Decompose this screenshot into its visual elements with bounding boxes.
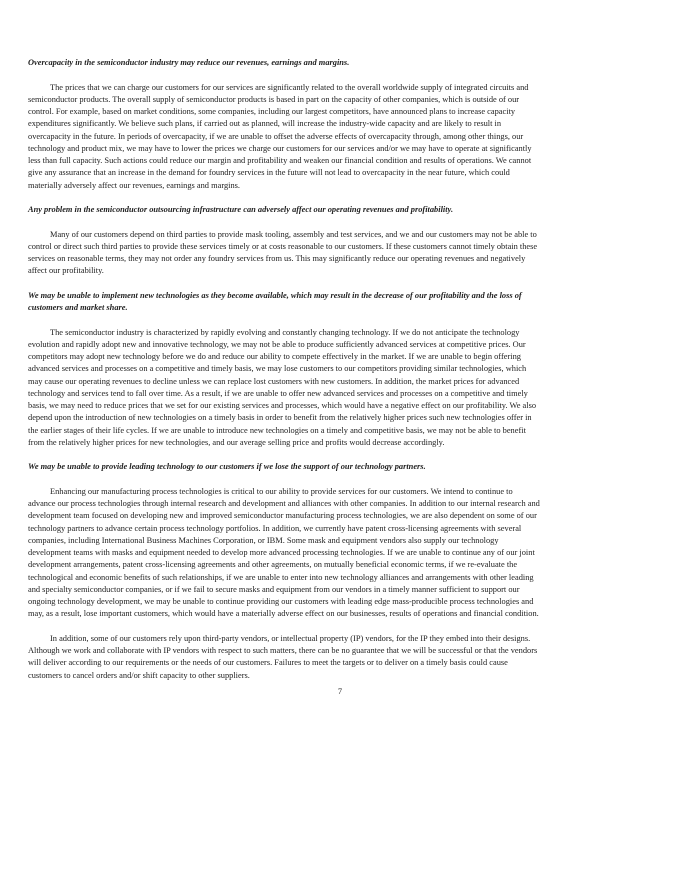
- text-line: affect our profitability.: [28, 266, 104, 276]
- text-line: Any problem in the semiconductor outsourcing infrastructure can adversely affect our operating revenues and profitability.: [28, 205, 454, 214]
- text-line: control or direct such third parties to provide these services timely or at costs reasonable to our customers. If these customers cannot timely obtain these: [28, 241, 538, 251]
- text-line: control. For example, based on market conditions, some companies, including our largest competitors, have announced plans to increase capacity: [28, 107, 516, 116]
- text-line: Many of our customers depend on third parties to provide mask tooling, assembly and test services, and we and our customers may not be able to: [50, 229, 537, 239]
- text-line: from the relatively higher prices for new technologies, and our average selling price and profits would decrease accordingly.: [28, 437, 445, 447]
- text-line: We may be unable to provide leading technology to our customers if we lose the support of our technology partners.: [28, 462, 426, 472]
- text-line: Although we work and collaborate with IP vendors with respect to such matters, there can be no guarantee that we will be successful or that the vendors: [28, 646, 538, 655]
- text-line: give any assurance that an increase in the demand for foundry services in the future will not lead to overcapacity in the near future, which could: [28, 168, 510, 178]
- text-line: The semiconductor industry is characterized by rapidly evolving and constantly changing technology. If we do not anticipate the technology: [50, 327, 520, 337]
- page-number: 7: [337, 687, 343, 696]
- text-line: advance our process technologies through internal research and development and alliances with other companies. In addition to our internal research and: [28, 499, 540, 508]
- text-line: customers to cancel orders and/or shift capacity to other suppliers.: [28, 670, 250, 680]
- text-line: technology partners to advance certain process technology portfolios. In addition, we currently have patent cross-licensing agreements with several: [28, 523, 522, 533]
- text-line: materially adversely affect our revenues, earnings and margins.: [28, 180, 241, 190]
- text-line: Enhancing our manufacturing process technologies is critical to our ability to provide services for our customers. We intend to continue to: [50, 486, 513, 496]
- paragraph: [28, 486, 658, 621]
- text-line: development arrangements, patent cross-licensing agreements and other agreements, on mutually beneficial economic terms, if we re-evaluate the: [28, 560, 518, 570]
- text-line: may, as a result, lose important customers, which would have a materially adverse effect on our businesses, results of operations and financial condition.: [28, 609, 539, 619]
- text-line: development teams with masks and equipment needed to develop more advanced processing technologies. If we are unable to continue any of our joint: [28, 548, 535, 557]
- text-line: semiconductor products. The overall supply of semiconductor products is based in part on the capacity of other companies, which is outside of our: [28, 94, 520, 104]
- text-line: advanced services and processes on a competitive and timely basis, we may lose customers to our competitors providing similar technologies, which: [28, 364, 527, 374]
- text-line: technology and services tend to fall over time. As a result, if we are unable to offer new advanced services and processes on a competitive and timely: [28, 388, 528, 398]
- text-line: The prices that we can charge our customers for our services are significantly related to the overall worldwide supply of integrated circuits and: [50, 82, 529, 92]
- paragraph: [28, 82, 658, 192]
- text-line: and specialty semiconductor companies, or if we fail to secure masks and equipment from our vendors in a timely manner sufficient to support our: [28, 584, 520, 594]
- text-line: may cause our operating revenues to decline unless we can replace lost customers with new customers. In addition, the market prices for advanced: [28, 376, 520, 386]
- text-line: Overcapacity in the semiconductor industry may reduce our revenues, earnings and margins.: [28, 58, 350, 67]
- paragraph: [28, 229, 658, 278]
- section-heading: [28, 290, 658, 315]
- section-heading: [28, 57, 658, 69]
- text-line: overcapacity in the future. In periods of overcapacity, if we are unable to offset the adverse effects of overcapacity through, among other things, our: [28, 131, 524, 141]
- text-line: the earlier stages of their life cycles. If we are unable to introduce new technologies on a timely and competitive basis, we may not be able to benefit: [28, 425, 526, 435]
- text-line: We may be unable to implement new technologies as they become available, which may result in the decrease of our profitability and the loss of: [28, 290, 522, 300]
- text-line: will deliver according to our requirements or the needs of our customers. Failures to meet the targets or to deliver on a timely basis could cause: [28, 658, 508, 668]
- text-line: less than full capacity. Such actions could reduce our margin and profitability and weaken our financial condition and results of operations. We cannot: [28, 156, 532, 165]
- paragraph: [28, 633, 658, 682]
- document-body: [28, 57, 658, 694]
- text-line: In addition, some of our customers rely upon third-party vendors, or intellectual property (IP) vendors, for the IP they embed into their designs.: [50, 633, 531, 643]
- text-line: depend upon the introduction of new technologies on a timely basis in order to benefit from the relatively higher prices such new technologies offer in: [28, 413, 532, 423]
- text-line: competitors may adopt new technology before we do and reduce our ability to compete effectively in the market. If we are unable to begin offering: [28, 352, 521, 361]
- paragraph: [28, 327, 658, 450]
- text-line: ongoing technology development, we may be unable to continue providing our customers with leading edge mass-producible process technologies and: [28, 597, 534, 606]
- text-line: evolution and rapidly adopt new and innovative technology, we may not be able to produce sufficiently advanced services at competitive prices. Our: [28, 339, 526, 349]
- text-line: customers and market share.: [28, 303, 128, 312]
- section-heading: [28, 204, 658, 216]
- text-line: technology and product mix, we may have to lower the prices we charge our customers for our services and/or we may have to operate at significantly: [28, 143, 532, 153]
- text-line: services on reasonable terms, they may not order any foundry services from us. This may significantly reduce our operating revenues and negatively: [28, 254, 526, 263]
- text-line: expenditures significantly. We believe such plans, if carried out as planned, will increase the industry-wide capacity and are likely to result in: [28, 119, 502, 129]
- text-line: development team focused on developing new and improved semiconductor manufacturing process technologies, we are also dependent on some of our: [28, 511, 537, 521]
- text-line: basis, we may need to reduce prices that we set for our existing services and processes, which would have a negative effect on our profitability. We also: [28, 401, 537, 410]
- section-heading: [28, 461, 658, 473]
- text-line: technological and economic benefits of such relationships, if we are unable to enter into new technology alliances and arrangements with other leading: [28, 572, 534, 582]
- text-line: companies, including International Business Machines Corporation, or IBM. Some mask and equipment vendors also supply our technology: [28, 535, 499, 545]
